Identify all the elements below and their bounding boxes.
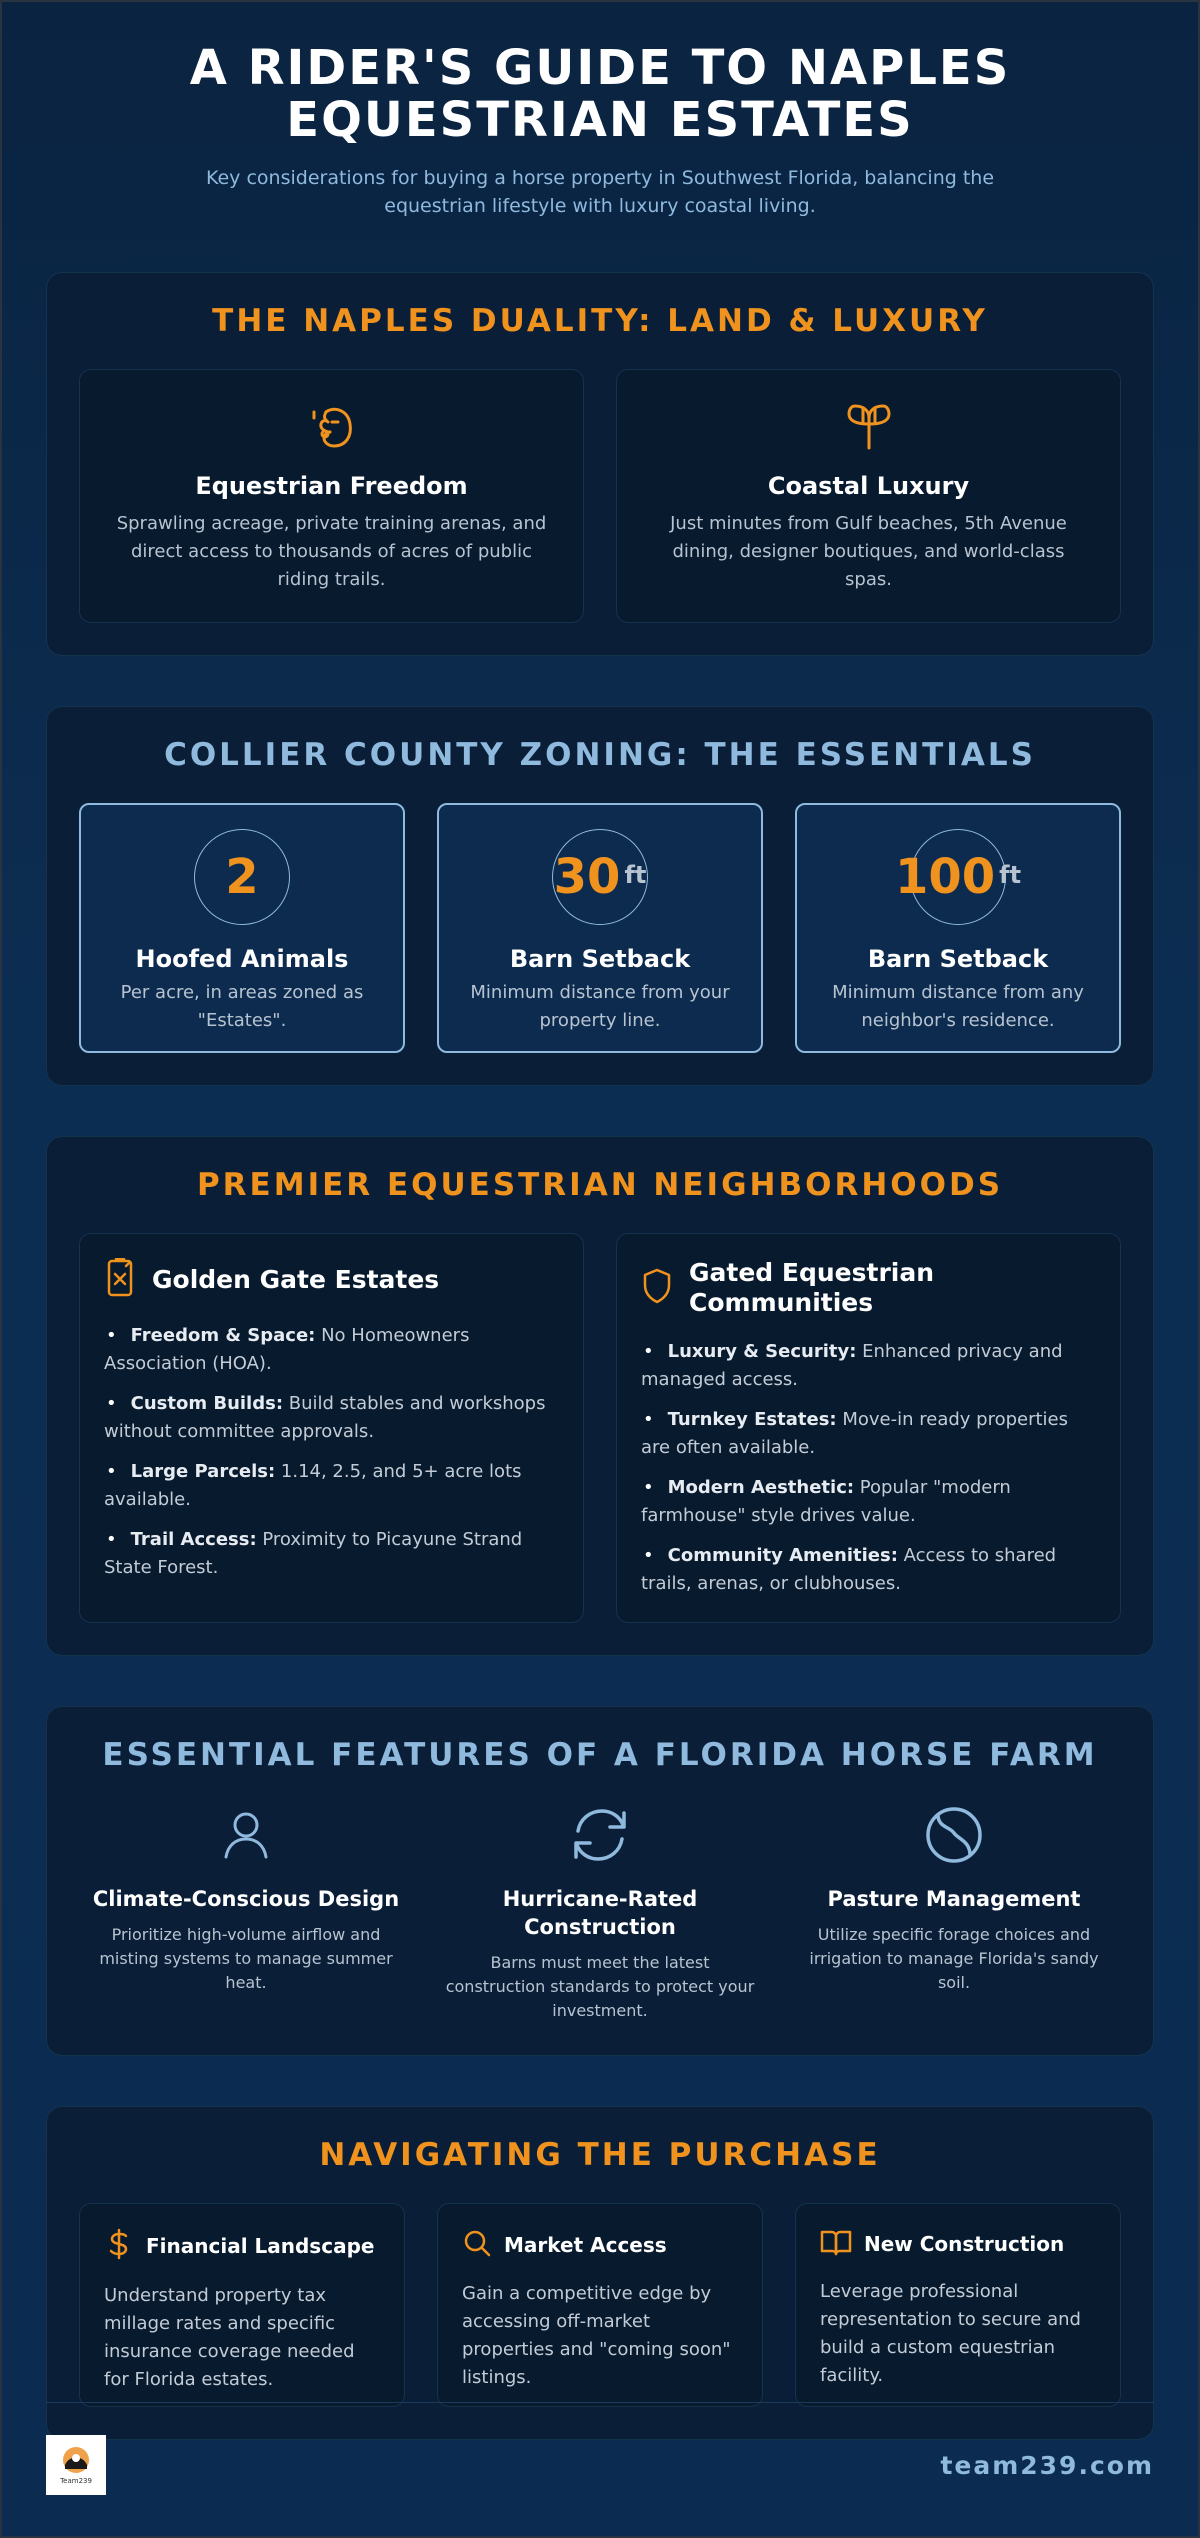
purchase-card-text: Leverage professional representation to secure and build a custom equestrian facility. bbox=[820, 2281, 1081, 2386]
globe-icon bbox=[787, 1803, 1121, 1867]
coastal-luxury-card bbox=[616, 369, 1121, 623]
list-item bbox=[641, 1338, 1096, 1394]
list-item bbox=[641, 1474, 1096, 1530]
footer-website-link[interactable]: team239.com bbox=[940, 2450, 1154, 2480]
list-item-text: Access to shared trails, arenas, or clubhouses. bbox=[641, 1545, 1057, 1594]
list-item-text: No Homeowners Association (HOA). bbox=[104, 1325, 470, 1374]
zoning-title: COLLIER COUNTY ZONING: THE ESSENTIALS bbox=[164, 737, 1036, 773]
list-item-label: Turnkey Estates: bbox=[667, 1409, 837, 1430]
list-item-text: Popular "modern farmhouse" style drives value. bbox=[641, 1477, 1011, 1526]
zoning-section bbox=[46, 706, 1154, 1086]
zoning-value-circle bbox=[552, 829, 648, 925]
duality-title: THE NAPLES DUALITY: LAND & LUXURY bbox=[212, 303, 988, 339]
new-construction-card bbox=[795, 2203, 1121, 2407]
list-item-label: Trail Access: bbox=[130, 1529, 257, 1550]
list-item-text: Build stables and workshops without committee approvals. bbox=[104, 1393, 546, 1442]
zoning-value: 2 bbox=[225, 849, 259, 905]
purchase-card-title: Financial Landscape bbox=[146, 2234, 375, 2258]
purchase-card-title: Market Access bbox=[504, 2233, 667, 2257]
purchase-title: NAVIGATING THE PURCHASE bbox=[319, 2137, 881, 2173]
financial-landscape-card bbox=[79, 2203, 405, 2407]
footer bbox=[46, 2402, 1154, 2495]
list-item-label: Luxury & Security: bbox=[667, 1341, 857, 1362]
refresh-icon bbox=[433, 1803, 767, 1867]
zoning-value-circle bbox=[194, 829, 290, 925]
zoning-card-text: Minimum distance from your property line. bbox=[470, 982, 730, 1031]
feature-title: Hurricane-Rated Construction bbox=[502, 1887, 698, 1939]
list-item-text: Enhanced privacy and managed access. bbox=[641, 1341, 1063, 1390]
features-title: ESSENTIAL FEATURES OF A FLORIDA HORSE FARM bbox=[102, 1737, 1098, 1773]
list-item bbox=[104, 1390, 559, 1446]
purchase-card-title: New Construction bbox=[864, 2232, 1065, 2256]
list-item-label: Large Parcels: bbox=[130, 1461, 276, 1482]
zoning-value: 100 bbox=[894, 849, 996, 905]
zoning-card-title: Barn Setback bbox=[867, 945, 1049, 973]
zoning-unit: ft bbox=[999, 861, 1022, 889]
list-item-text: Move-in ready properties are often available. bbox=[641, 1409, 1069, 1458]
neighborhood-feature-list bbox=[641, 1338, 1096, 1598]
purchase-card-text: Understand property tax millage rates and specific insurance coverage needed for Florida estates. bbox=[104, 2285, 355, 2390]
zoning-card-neighbor-setback bbox=[795, 803, 1121, 1053]
gated-communities-card bbox=[616, 1233, 1121, 1623]
neighborhood-feature-list bbox=[104, 1322, 559, 1582]
hero bbox=[46, 42, 1154, 220]
zoning-card-text: Per acre, in areas zoned as "Estates". bbox=[120, 982, 364, 1031]
zoning-unit: ft bbox=[624, 861, 647, 889]
list-item-label: Community Amenities: bbox=[667, 1545, 898, 1566]
feature-text: Prioritize high-volume airflow and misting systems to manage summer heat. bbox=[99, 1925, 393, 1992]
list-item-text: Proximity to Picayune Strand State Forest. bbox=[104, 1529, 523, 1578]
feature-climate bbox=[79, 1803, 413, 2023]
zoning-value: 30 bbox=[553, 849, 621, 905]
list-item bbox=[104, 1322, 559, 1378]
list-item-label: Freedom & Space: bbox=[130, 1325, 316, 1346]
purchase-section bbox=[46, 2106, 1154, 2440]
dollar-icon bbox=[104, 2228, 134, 2264]
list-item-label: Modern Aesthetic: bbox=[667, 1477, 855, 1498]
search-icon bbox=[462, 2228, 492, 2262]
feature-title: Pasture Management bbox=[827, 1887, 1081, 1911]
golden-gate-estates-card bbox=[79, 1233, 584, 1623]
feature-hurricane bbox=[433, 1803, 767, 2023]
feature-text: Barns must meet the latest construction standards to protect your investment. bbox=[445, 1953, 755, 2020]
palm-tree-icon bbox=[649, 398, 1088, 454]
list-item bbox=[104, 1526, 559, 1582]
list-item bbox=[641, 1542, 1096, 1598]
book-icon bbox=[820, 2228, 852, 2260]
card-text: Sprawling acreage, private training arenas, and direct access to thousands of acres of public riding trails. bbox=[116, 513, 547, 590]
neighborhood-title: Golden Gate Estates bbox=[152, 1265, 440, 1294]
zoning-card-property-setback bbox=[437, 803, 763, 1053]
logo-text: Team239 bbox=[60, 2477, 92, 2485]
card-title: Equestrian Freedom bbox=[195, 472, 468, 500]
purchase-card-text: Gain a competitive edge by accessing off-market properties and "coming soon" listings. bbox=[462, 2283, 731, 2388]
zoning-card-title: Hoofed Animals bbox=[135, 945, 349, 973]
zoning-card-title: Barn Setback bbox=[509, 945, 691, 973]
page-title: A RIDER'S GUIDE TO NAPLES EQUESTRIAN ESTATES bbox=[189, 40, 1011, 148]
card-title: Coastal Luxury bbox=[767, 472, 970, 500]
team239-logo bbox=[46, 2435, 106, 2495]
feature-title: Climate-Conscious Design bbox=[92, 1887, 400, 1911]
list-item-text: 1.14, 2.5, and 5+ acre lots available. bbox=[104, 1461, 522, 1510]
market-access-card bbox=[437, 2203, 763, 2407]
map-pin-icon bbox=[104, 1258, 136, 1302]
list-item bbox=[641, 1406, 1096, 1462]
duality-section bbox=[46, 272, 1154, 656]
logo-mark-icon bbox=[59, 2445, 93, 2475]
card-text: Just minutes from Gulf beaches, 5th Avenue dining, designer boutiques, and world-class spas. bbox=[670, 513, 1067, 590]
horse-head-icon bbox=[112, 398, 551, 454]
feature-pasture bbox=[787, 1803, 1121, 2023]
equestrian-freedom-card bbox=[79, 369, 584, 623]
neighborhoods-section bbox=[46, 1136, 1154, 1656]
page-subtitle: Key considerations for buying a horse property in Southwest Florida, balancing the equestrian lifestyle with luxury coastal living. bbox=[205, 167, 995, 217]
list-item-label: Custom Builds: bbox=[130, 1393, 284, 1414]
zoning-card-hoofed-animals bbox=[79, 803, 405, 1053]
neighborhoods-title: PREMIER EQUESTRIAN NEIGHBORHOODS bbox=[196, 1167, 1004, 1203]
list-item bbox=[104, 1458, 559, 1514]
features-section bbox=[46, 1706, 1154, 2056]
feature-text: Utilize specific forage choices and irrigation to manage Florida's sandy soil. bbox=[809, 1925, 1099, 1992]
zoning-card-text: Minimum distance from any neighbor's residence. bbox=[832, 982, 1084, 1031]
zoning-value-circle bbox=[894, 829, 1022, 925]
user-icon bbox=[79, 1803, 413, 1867]
neighborhood-title: Gated Equestrian Communities bbox=[689, 1258, 935, 1317]
shield-icon bbox=[641, 1267, 673, 1309]
infographic-page bbox=[2, 2, 1198, 2536]
